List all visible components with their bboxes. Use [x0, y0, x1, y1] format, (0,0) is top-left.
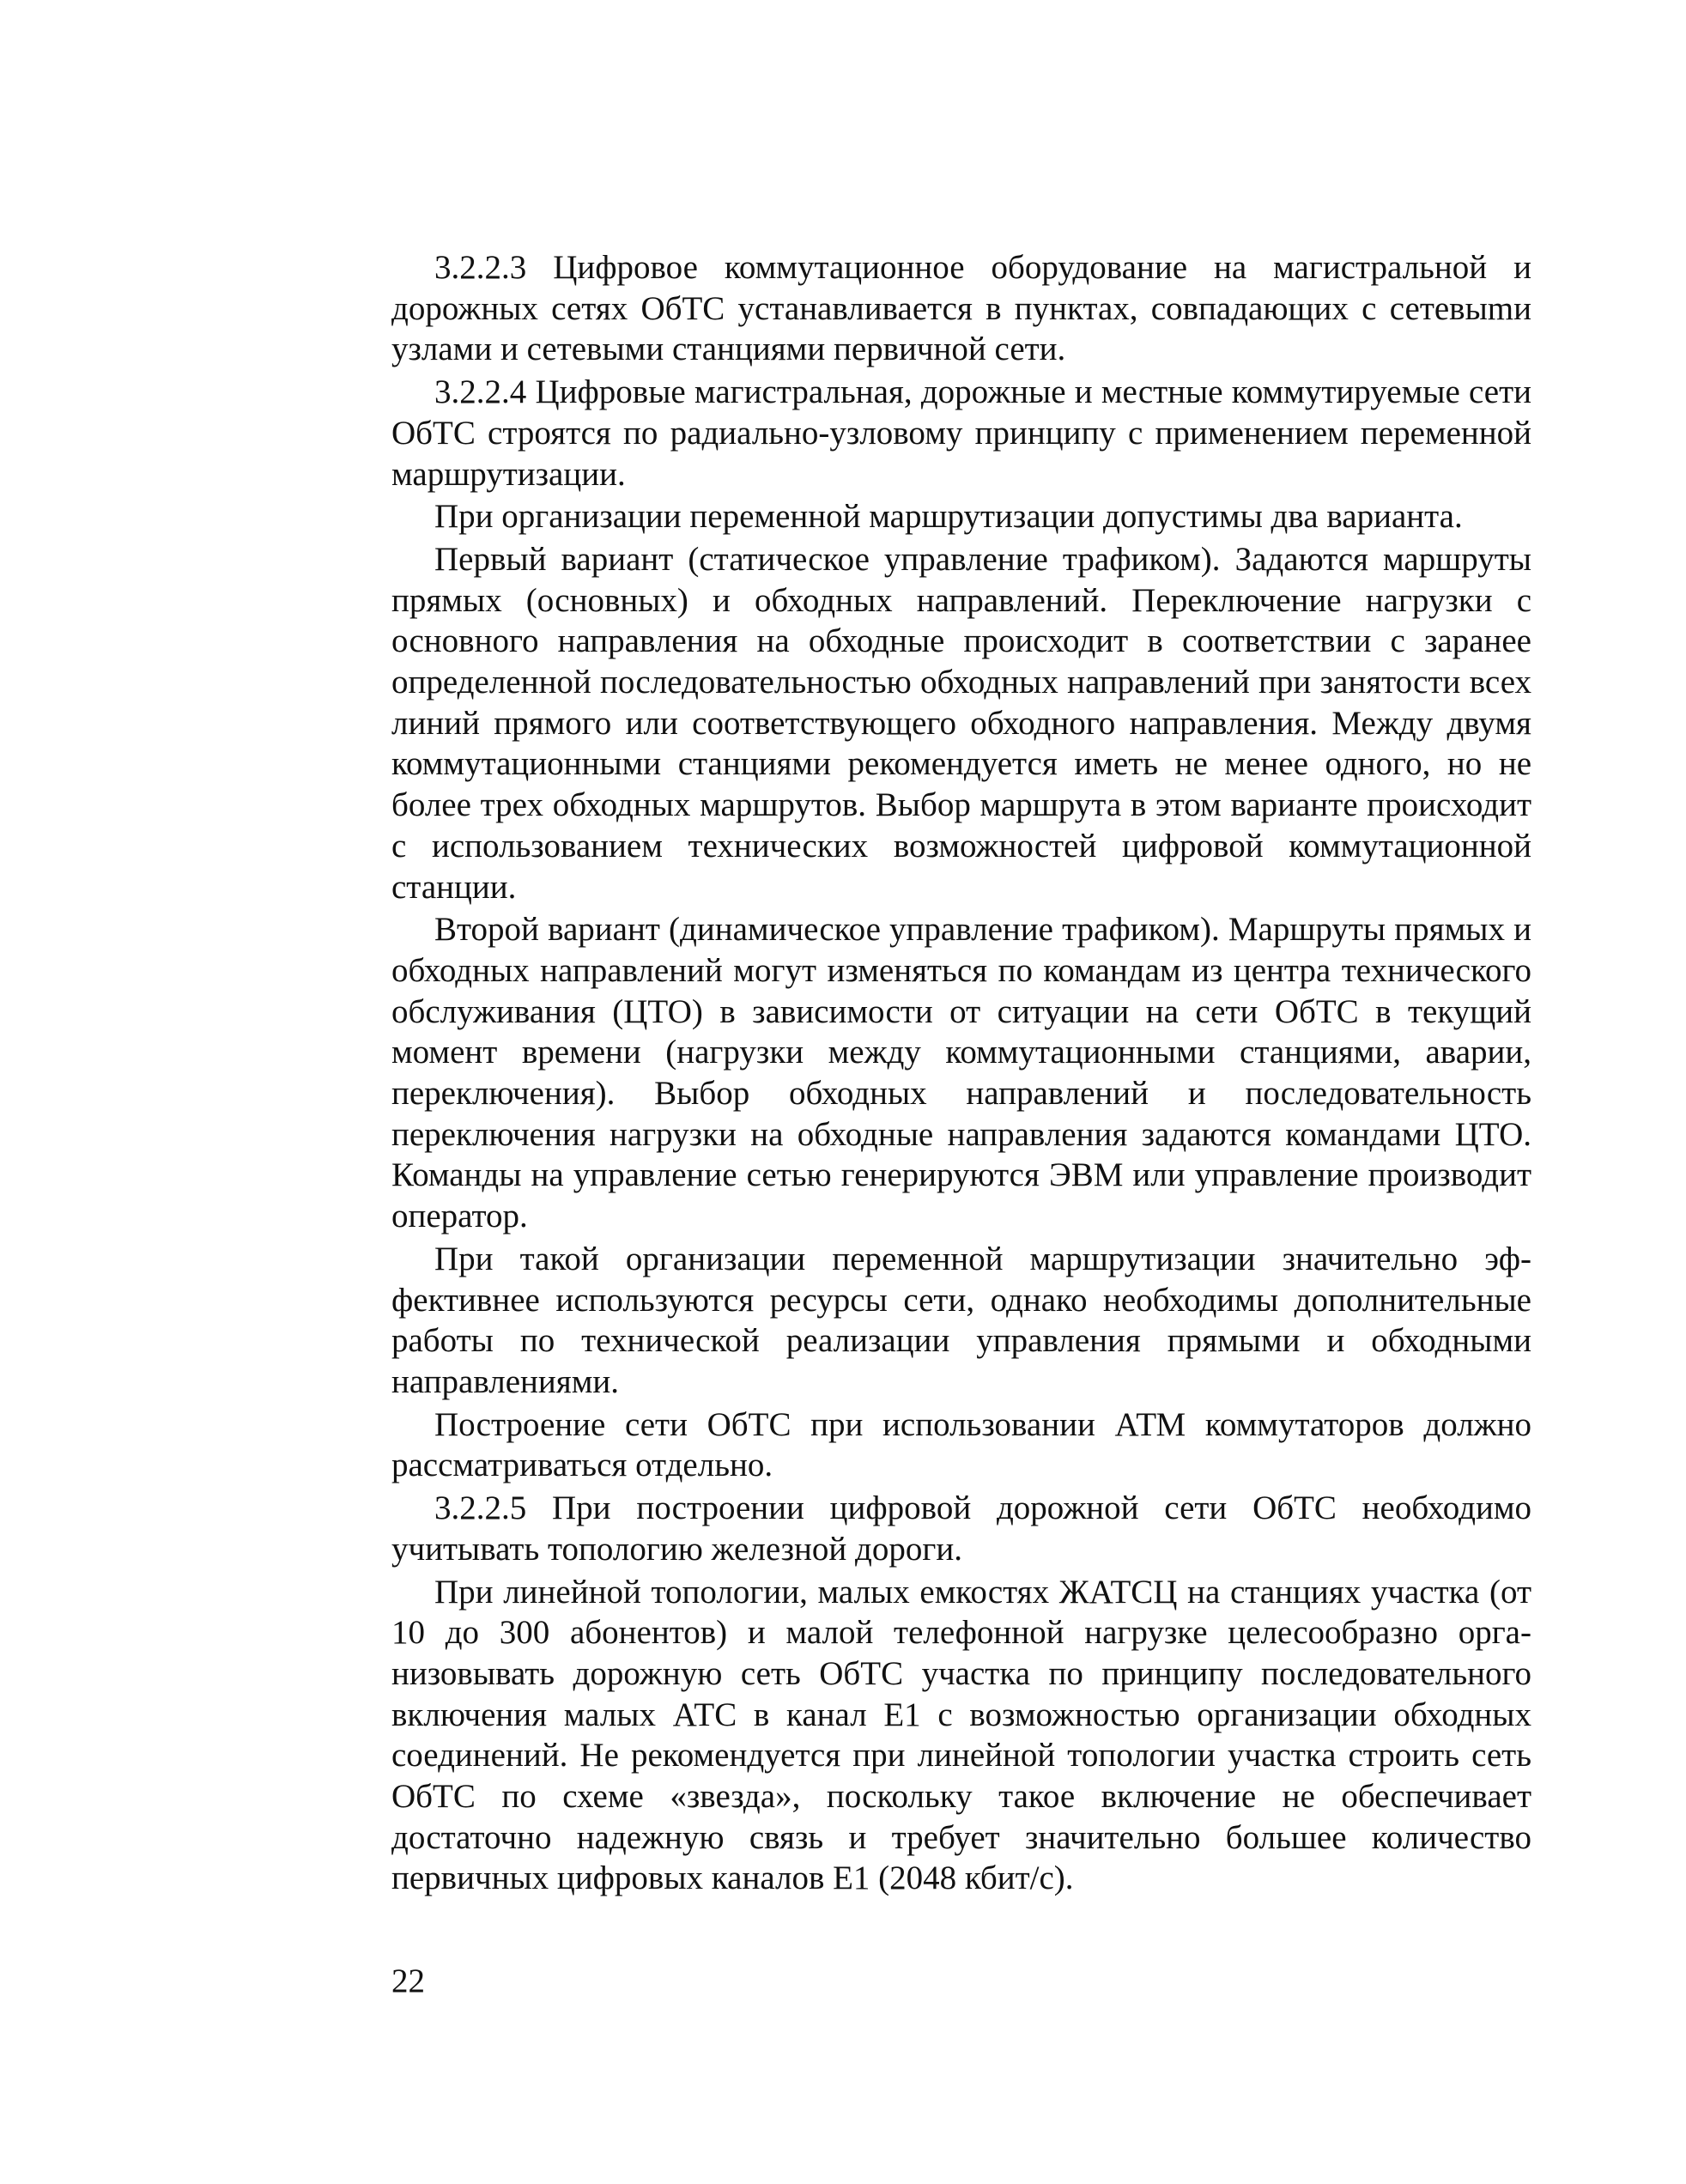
paragraph-second-variant: Второй вариант (динамическое управление трафиком). Маршруты прямых и обходных направлений могут изменяться по командам из центра технического обслуживания (ЦТО) в зависимости от ситуации на сети ОбТС в текущий момент времени (нагрузки между коммутационными станциями, аварии, переключения). Выбор обходных направлений и последовательность переключения нагрузки на обходные направления задаются командами ЦТО. Команды на управление сетью генерируются ЭВМ или управление производит оператор. [391, 911, 1531, 1235]
page-number: 22 [391, 1963, 425, 1999]
paragraph-atm: Построение сети ОбТС при использовании АТМ коммутаторов должно рассматриваться отдельно. [391, 1405, 1531, 1484]
paragraph-efficiency: При такой организации переменной маршрутизации значительно эффективнее используются ресурсы сети, однако необходимы дополнительные работы по технической реализации управления прямыми и обходными направлениями. [391, 1240, 1531, 1400]
body-text [391, 247, 1531, 1901]
paragraph-linear-topology: При линейной топологии, малых емкостях ЖАТСЦ на станциях участка (от 10 до 300 абонентов) и малой телефонной нагрузке целесообразно организовывать дорожную сеть ОбТС участка по принципу последовательного включения малых АТС в канал Е1 с возможностью организации обходных соединений. Не рекомендуется при линейной топологии участка строить сеть ОбТС по схеме «звезда», поскольку такое включение не обеспечивает достаточно надежную связь и требует значительно большее количество первичных цифровых каналов Е1 (2048 кбит/с). [391, 1573, 1531, 1897]
paragraph-routing-variants: При организации переменной маршрутизации допустимы два варианта. [434, 498, 1463, 536]
paragraph-3-2-2-5: 3.2.2.5 При построении цифровой дорожной сети ОбТС необходимо учитывать топологию железной дороги. [391, 1489, 1531, 1568]
paragraph-3-2-2-3: 3.2.2.3 Цифровое коммутационное оборудование на магистральной и дорожных сетях ОбТС устанавливается в пунктах, совпадающих с сетевыmи узлами и сетевыми станциями первичной сети. [391, 249, 1531, 368]
paragraph-3-2-2-4: 3.2.2.4 Цифровые магистральная, дорожные и местные коммутируемые сети ОбТС строятся по радиально-узловому принципу с применением переменной маршрутизации. [391, 373, 1531, 493]
paragraph-first-variant: Первый вариант (статическое управление трафиком). Задаются маршруты прямых (основных) и обходных направлений. Переключение нагрузки с основного направления на обходные происходит в соответствии с заранее определенной последовательностью обходных направлений при занятости всех линий прямого или соответствующего обходного направления. Между двумя коммутационными станциями рекомендуется иметь не менее одного, но не более трех обходных маршрутов. Выбор маршрута в этом варианте происходит с использованием технических возможностей цифровой коммутационной станции. [391, 540, 1531, 906]
